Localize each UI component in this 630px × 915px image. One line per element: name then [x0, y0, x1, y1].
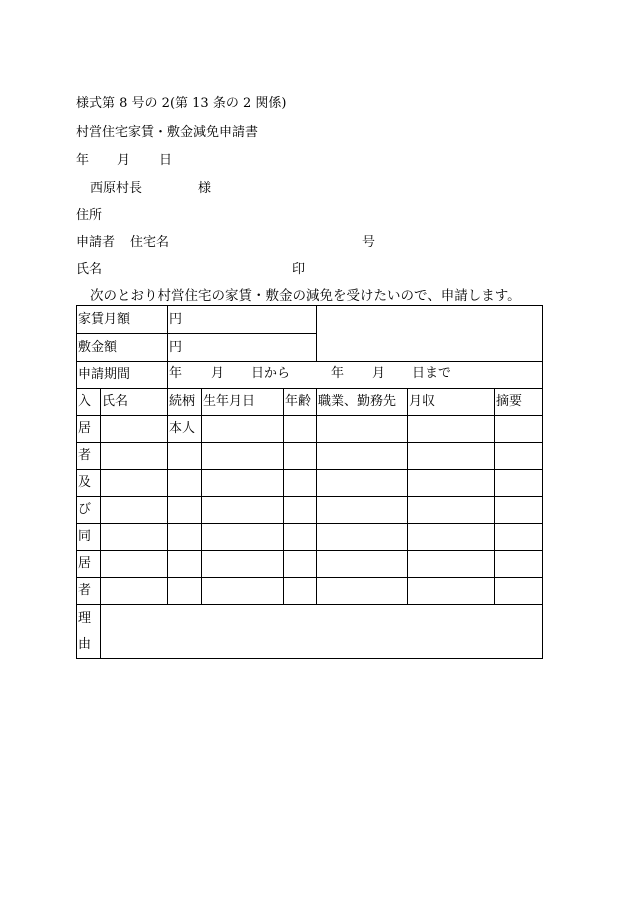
- applicant-label: 申請者: [76, 235, 116, 250]
- resident-occupation-cell[interactable]: [317, 470, 408, 497]
- period-year-from: 年: [169, 366, 183, 381]
- housing-name-label: 住宅名: [130, 235, 170, 250]
- resident-relation-cell[interactable]: [168, 551, 202, 578]
- resident-row: [77, 578, 543, 605]
- residents-vertical-8: 者: [77, 578, 101, 605]
- residents-header-row: [77, 389, 543, 416]
- resident-name-cell[interactable]: [101, 470, 168, 497]
- resident-name-cell[interactable]: [101, 524, 168, 551]
- period-row: [77, 362, 543, 389]
- resident-occupation-cell[interactable]: [317, 416, 408, 443]
- period-value-cell[interactable]: [168, 362, 543, 389]
- application-table: [76, 305, 543, 659]
- rent-unit: 円: [169, 311, 183, 327]
- column-name: 氏名: [101, 389, 168, 416]
- resident-relation-cell[interactable]: [168, 443, 202, 470]
- resident-birthdate-cell[interactable]: [202, 524, 284, 551]
- resident-age-cell[interactable]: [284, 551, 317, 578]
- rent-deposit-note-cell[interactable]: [317, 306, 543, 362]
- resident-remarks-cell[interactable]: [495, 578, 543, 605]
- rent-value-cell[interactable]: [168, 306, 317, 334]
- deposit-value-cell[interactable]: [168, 334, 317, 362]
- resident-row: [77, 551, 543, 578]
- resident-remarks-cell[interactable]: [495, 524, 543, 551]
- resident-name-cell[interactable]: [101, 578, 168, 605]
- reason-row: [77, 605, 543, 659]
- period-day-from: 日から: [251, 366, 291, 381]
- resident-income-cell[interactable]: [408, 443, 495, 470]
- column-occupation: 職業、勤務先: [317, 389, 408, 416]
- resident-age-cell[interactable]: [284, 470, 317, 497]
- resident-age-cell[interactable]: [284, 578, 317, 605]
- column-age: 年齢: [284, 389, 317, 416]
- column-relation: 続柄: [168, 389, 202, 416]
- resident-relation-cell[interactable]: [168, 524, 202, 551]
- date-month-label: 月: [117, 153, 131, 168]
- name-label: 氏名: [76, 262, 103, 277]
- resident-name-cell[interactable]: [101, 416, 168, 443]
- resident-name-cell[interactable]: [101, 551, 168, 578]
- resident-occupation-cell[interactable]: [317, 524, 408, 551]
- column-remarks: 摘要: [495, 389, 543, 416]
- application-statement: 次のとおり村営住宅の家賃・敷金の減免を受けたいので、申請します。: [90, 288, 521, 304]
- resident-occupation-cell[interactable]: [317, 551, 408, 578]
- deposit-label: 敷金額: [77, 334, 168, 362]
- resident-birthdate-cell[interactable]: [202, 551, 284, 578]
- resident-remarks-cell[interactable]: [495, 416, 543, 443]
- reason-char-2: 由: [78, 636, 92, 652]
- resident-age-cell[interactable]: [284, 497, 317, 524]
- resident-birthdate-cell[interactable]: [202, 443, 284, 470]
- resident-name-cell[interactable]: [101, 443, 168, 470]
- reason-value-cell[interactable]: [101, 605, 543, 659]
- residents-vertical-3: 者: [77, 443, 101, 470]
- resident-remarks-cell[interactable]: [495, 551, 543, 578]
- resident-age-cell[interactable]: [284, 443, 317, 470]
- resident-relation-cell[interactable]: [168, 497, 202, 524]
- resident-birthdate-cell[interactable]: [202, 497, 284, 524]
- column-birthdate: 生年月日: [202, 389, 284, 416]
- address-label: 住所: [76, 208, 103, 223]
- resident-occupation-cell[interactable]: [317, 497, 408, 524]
- resident-age-cell[interactable]: [284, 524, 317, 551]
- resident-name-cell[interactable]: [101, 497, 168, 524]
- resident-remarks-cell[interactable]: [495, 470, 543, 497]
- residents-vertical-6: 同: [77, 524, 101, 551]
- period-day-to: 日まで: [412, 366, 452, 381]
- date-day-label: 日: [159, 153, 173, 168]
- period-month-from: 月: [211, 366, 225, 381]
- date-year-label: 年: [76, 153, 90, 168]
- resident-income-cell[interactable]: [408, 497, 495, 524]
- residents-vertical-2: 居: [77, 416, 101, 443]
- resident-remarks-cell[interactable]: [495, 497, 543, 524]
- reason-vertical-label: [77, 605, 101, 659]
- rent-row: [77, 306, 543, 334]
- resident-occupation-cell[interactable]: [317, 443, 408, 470]
- seal-mark: 印: [292, 262, 306, 277]
- residents-vertical-7: 居: [77, 551, 101, 578]
- page-title: 村営住宅家賃・敷金減免申請書: [76, 125, 259, 140]
- residents-vertical-1: 入: [77, 389, 101, 416]
- resident-remarks-cell[interactable]: [495, 443, 543, 470]
- period-month-to: 月: [372, 366, 386, 381]
- resident-birthdate-cell[interactable]: [202, 470, 284, 497]
- resident-relation-cell[interactable]: [168, 578, 202, 605]
- resident-income-cell[interactable]: [408, 578, 495, 605]
- reason-char-1: 理: [78, 610, 92, 626]
- resident-occupation-cell[interactable]: [317, 578, 408, 605]
- period-year-to: 年: [331, 366, 345, 381]
- number-suffix: 号: [362, 235, 376, 250]
- resident-birthdate-cell[interactable]: [202, 578, 284, 605]
- period-label: 申請期間: [77, 362, 168, 389]
- resident-income-cell[interactable]: [408, 416, 495, 443]
- resident-income-cell[interactable]: [408, 524, 495, 551]
- resident-birthdate-cell[interactable]: [202, 416, 284, 443]
- resident-row: [77, 497, 543, 524]
- rent-label: 家賃月額: [77, 306, 168, 334]
- resident-row: [77, 416, 543, 443]
- addressee: 西原村長: [90, 181, 143, 196]
- resident-income-cell[interactable]: [408, 470, 495, 497]
- resident-relation-cell[interactable]: [168, 470, 202, 497]
- form-number: 様式第 8 号の 2(第 13 条の 2 関係): [76, 96, 287, 111]
- honorific: 様: [198, 181, 212, 196]
- resident-row: [77, 443, 543, 470]
- deposit-unit: 円: [169, 339, 183, 355]
- resident-age-cell[interactable]: [284, 416, 317, 443]
- resident-relation-cell: 本人: [168, 416, 202, 443]
- column-income: 月収: [408, 389, 495, 416]
- residents-vertical-4: 及: [77, 470, 101, 497]
- resident-row: [77, 470, 543, 497]
- resident-income-cell[interactable]: [408, 551, 495, 578]
- residents-vertical-5: び: [77, 497, 101, 524]
- resident-row: [77, 524, 543, 551]
